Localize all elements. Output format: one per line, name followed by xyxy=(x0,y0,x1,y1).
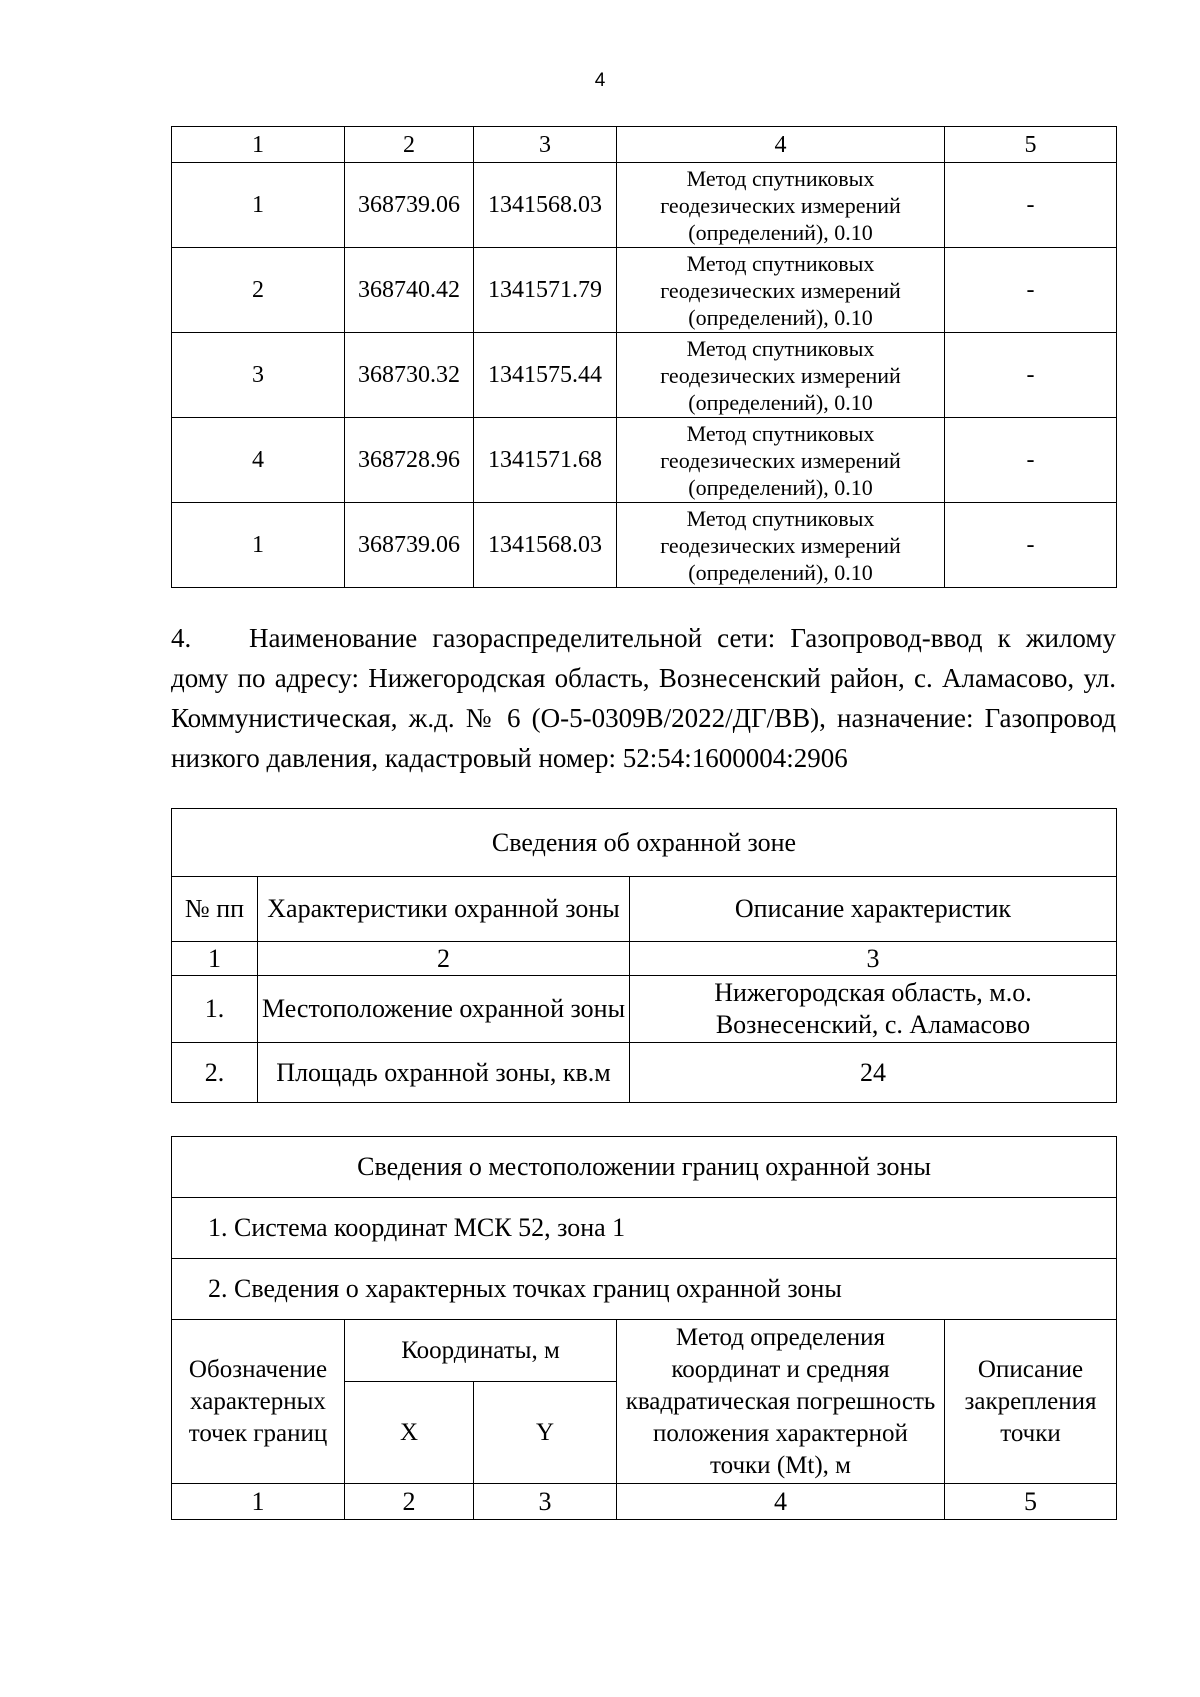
row-number: 2. xyxy=(172,1043,258,1103)
column-number: 2 xyxy=(258,942,630,976)
coord-y: 1341568.03 xyxy=(474,163,617,248)
coordinates-table xyxy=(171,126,1117,588)
designation-header: Обозначение характерных точек границ xyxy=(172,1320,345,1484)
coord-x: 368739.06 xyxy=(345,163,474,248)
fixing-description: - xyxy=(945,503,1117,588)
coord-x: 368740.42 xyxy=(345,248,474,333)
row-number: 1. xyxy=(172,976,258,1043)
table-header-row xyxy=(172,877,1117,942)
characteristic-description: Нижегородская область, м.о. Вознесенский, с. Аламасово xyxy=(630,976,1117,1043)
point-number: 1 xyxy=(172,503,345,588)
table-row xyxy=(172,503,1117,588)
fixing-header: Описание закрепления точки xyxy=(945,1320,1117,1484)
column-number: 1 xyxy=(172,127,345,163)
column-header: Характеристики охранной зоны xyxy=(258,877,630,942)
column-number: 3 xyxy=(630,942,1117,976)
column-number: 1 xyxy=(172,1484,345,1520)
section-text: Наименование газораспределительной сети: Газопровод-ввод к жилому дому по адресу: Нижегородская область, Вознесенский район, с. Аламасово, ул. Коммунистическая, ж.д. № 6 (О-5-0309В/2022/ДГ/ВВ), назначение: Газопровод низкого давления, кадастровый номер: 52:54:1600004:2906 xyxy=(171,623,1116,773)
column-number: 3 xyxy=(474,127,617,163)
section-paragraph xyxy=(171,618,1116,778)
method-cell: Метод спутниковых геодезических измерений (определений), 0.10 xyxy=(617,503,945,588)
coord-x: 368728.96 xyxy=(345,418,474,503)
method-cell: Метод спутниковых геодезических измерений (определений), 0.10 xyxy=(617,333,945,418)
column-number: 5 xyxy=(945,127,1117,163)
column-number: 2 xyxy=(345,1484,474,1520)
table-row xyxy=(172,976,1117,1043)
table-number-row xyxy=(172,1484,1117,1520)
fixing-description: - xyxy=(945,163,1117,248)
method-cell: Метод спутниковых геодезических измерений (определений), 0.10 xyxy=(617,163,945,248)
points-title-row xyxy=(172,1259,1117,1320)
method-cell: Метод спутниковых геодезических измерений (определений), 0.10 xyxy=(617,248,945,333)
coord-x: 368739.06 xyxy=(345,503,474,588)
page-number: 4 xyxy=(594,70,606,91)
coordinates-header: Координаты, м xyxy=(345,1320,617,1382)
table-row xyxy=(172,333,1117,418)
protection-zone-table xyxy=(171,808,1117,1103)
table-row xyxy=(172,248,1117,333)
column-header: № пп xyxy=(172,877,258,942)
y-header: Y xyxy=(474,1382,617,1484)
table-title-row xyxy=(172,809,1117,877)
column-number: 3 xyxy=(474,1484,617,1520)
column-number: 1 xyxy=(172,942,258,976)
point-number: 3 xyxy=(172,333,345,418)
table-row xyxy=(172,418,1117,503)
method-header: Метод определения координат и средняя квадратическая погрешность положения характерной точки (Mt), м xyxy=(617,1320,945,1484)
characteristic-description: 24 xyxy=(630,1043,1117,1103)
coordinate-system: 1. Система координат МСК 52, зона 1 xyxy=(172,1198,1117,1259)
table-number-row xyxy=(172,942,1117,976)
table-title-row xyxy=(172,1137,1117,1198)
coord-y: 1341571.79 xyxy=(474,248,617,333)
table-header-row xyxy=(172,1320,1117,1382)
table-row xyxy=(172,163,1117,248)
fixing-description: - xyxy=(945,333,1117,418)
coord-x: 368730.32 xyxy=(345,333,474,418)
fixing-description: - xyxy=(945,248,1117,333)
coord-y: 1341568.03 xyxy=(474,503,617,588)
coordinate-system-row xyxy=(172,1198,1117,1259)
method-cell: Метод спутниковых геодезических измерений (определений), 0.10 xyxy=(617,418,945,503)
point-number: 4 xyxy=(172,418,345,503)
characteristic: Площадь охранной зоны, кв.м xyxy=(258,1043,630,1103)
column-number: 2 xyxy=(345,127,474,163)
x-header: X xyxy=(345,1382,474,1484)
table-row xyxy=(172,1043,1117,1103)
point-number: 2 xyxy=(172,248,345,333)
fixing-description: - xyxy=(945,418,1117,503)
coord-y: 1341571.68 xyxy=(474,418,617,503)
column-number: 4 xyxy=(617,127,945,163)
column-header: Описание характеристик xyxy=(630,877,1117,942)
table-header-row xyxy=(172,127,1117,163)
column-number: 5 xyxy=(945,1484,1117,1520)
point-number: 1 xyxy=(172,163,345,248)
section-number: 4. xyxy=(171,623,192,653)
table-title: Сведения о местоположении границ охранной зоны xyxy=(172,1137,1117,1198)
coord-y: 1341575.44 xyxy=(474,333,617,418)
column-number: 4 xyxy=(617,1484,945,1520)
characteristic: Местоположение охранной зоны xyxy=(258,976,630,1043)
border-points-table xyxy=(171,1136,1117,1520)
points-title: 2. Сведения о характерных точках границ охранной зоны xyxy=(172,1259,1117,1320)
table-title: Сведения об охранной зоне xyxy=(172,809,1117,877)
